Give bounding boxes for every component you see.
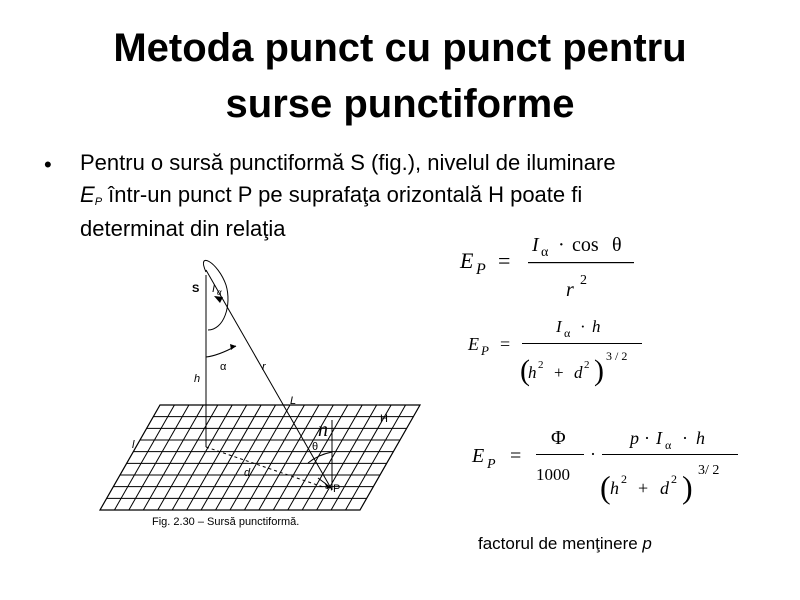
intensity-arrow-head [214, 296, 223, 303]
f2-plus: + [554, 363, 564, 382]
grid-line [259, 405, 319, 510]
f3-p: P [487, 457, 496, 472]
bullet-marker: • [44, 152, 52, 177]
f3-fraction-bar-2 [602, 454, 738, 455]
f2-exp-h: 2 [538, 359, 544, 371]
label-alpha: α [220, 361, 227, 373]
label-r: r [262, 361, 266, 373]
maintenance-factor-symbol: p [642, 534, 652, 553]
bullet-text-line-1: Pentru o sursă punctiformă S (fig.), nivelul de iluminare [80, 150, 616, 175]
f3-paren-open: ( [600, 469, 611, 505]
f3-fraction-bar-1 [536, 454, 584, 455]
f1-p: P [476, 261, 486, 278]
f2-exp-outer: 3 / 2 [606, 349, 628, 363]
f2-paren-close: ) [594, 354, 604, 387]
f3-paren-close: ) [682, 469, 693, 505]
f2-e: E [468, 334, 479, 354]
label-s: S [192, 283, 200, 295]
label-d: d [244, 467, 251, 479]
grid-line [244, 405, 304, 510]
ep-symbol: E [80, 182, 95, 207]
f3-dot-3: · [682, 428, 688, 448]
grid-line [230, 405, 290, 510]
grid-line [172, 405, 232, 510]
formula-3 [471, 427, 738, 505]
f3-exp-d: 2 [671, 472, 677, 486]
f2-eq: = [500, 334, 511, 354]
f3-eq: = [510, 445, 522, 467]
f2-i: I [556, 317, 562, 336]
grid-line [129, 405, 189, 510]
f2-dot: · [580, 317, 586, 336]
f1-alpha: α [541, 245, 549, 260]
bullet-text-line-3: determinat din relaţia [80, 216, 286, 241]
grid-line [216, 405, 276, 510]
maintenance-factor-note [478, 534, 652, 554]
f1-dot: · [558, 234, 565, 256]
intensity-curve [203, 260, 228, 330]
ep-subscript: P [94, 196, 103, 208]
f1-e: E [460, 248, 474, 273]
f3-e: E [472, 445, 485, 467]
f2-alpha: α [564, 326, 571, 340]
label-i: I [212, 283, 216, 295]
grid-line [114, 405, 174, 510]
label-i-sub: α [217, 288, 222, 297]
f1-theta: θ [612, 234, 622, 256]
f1-fraction-bar [528, 262, 634, 263]
label-plane-h: H [380, 413, 388, 425]
grid-line [158, 405, 218, 510]
f2-h: h [592, 317, 601, 336]
f2-h2: h [528, 363, 537, 382]
label-normal-n: n [318, 419, 328, 441]
f2-d: d [574, 363, 583, 382]
f3-k: 1000 [536, 465, 570, 484]
grid-line [143, 405, 203, 510]
maintenance-factor-text: factorul de menţinere [478, 534, 643, 553]
label-side-l: l [132, 439, 135, 451]
f3-plus: + [638, 478, 649, 498]
f1-eq: = [498, 248, 511, 273]
formula-1 [459, 234, 634, 301]
f2-fraction-bar [522, 343, 642, 344]
f2-paren-open: ( [520, 354, 530, 387]
label-l: L [290, 395, 297, 407]
f1-i: I [532, 234, 539, 256]
f3-h2: h [610, 478, 619, 498]
grid-line [187, 405, 247, 510]
figure-caption: Fig. 2.30 – Sursă punctiformă. [152, 516, 300, 528]
f3-phi: Φ [551, 427, 566, 449]
label-p: P [333, 483, 341, 495]
horizontal-plane-grid [107, 405, 414, 510]
f3-alpha: α [665, 438, 672, 452]
f2-p: P [481, 343, 489, 358]
f3-exp-outer: 3/ 2 [698, 463, 720, 478]
label-theta: θ [312, 441, 319, 453]
f1-cos: cos [572, 234, 599, 256]
formula-2 [467, 317, 642, 387]
bullet-text-line-2-rest: într-un punct P pe suprafaţa orizontală H poate fi [102, 182, 583, 207]
slide-title-line-1: Metoda punct cu punct pentru [113, 26, 687, 70]
f3-i: I [656, 428, 662, 448]
f2-exp-d: 2 [584, 359, 590, 371]
f3-h: h [696, 428, 705, 448]
f1-exp: 2 [580, 273, 587, 288]
ray-line-r [206, 270, 332, 490]
slide-title-line-2: surse punctiforme [225, 82, 575, 126]
f3-exp-h: 2 [621, 472, 627, 486]
grid-line [346, 405, 406, 510]
f1-r: r [566, 279, 574, 301]
f3-p-factor: p [630, 428, 639, 448]
f3-dot-2: · [644, 428, 650, 448]
grid-line [201, 405, 261, 510]
f3-dot-1: · [590, 444, 596, 464]
f3-d: d [660, 478, 669, 498]
label-h: h [194, 373, 201, 385]
